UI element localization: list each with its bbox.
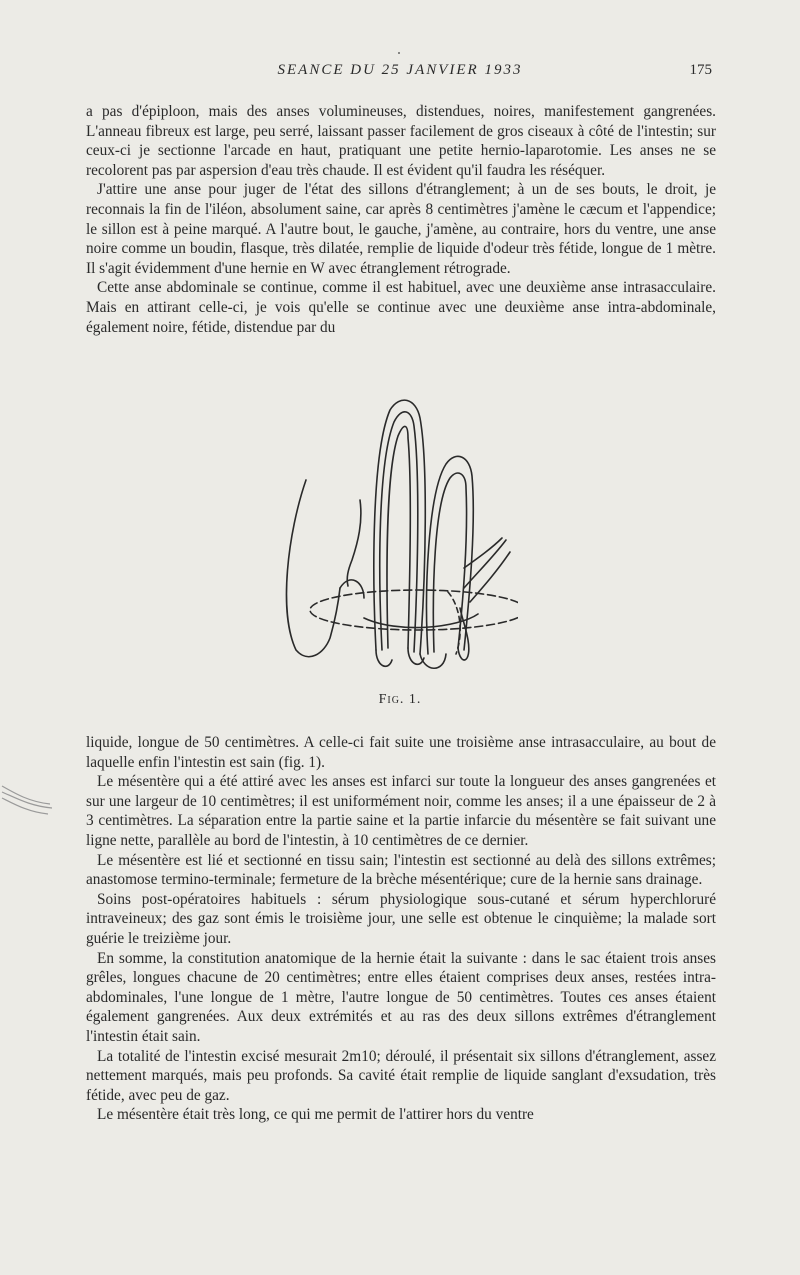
lower-loop-1 bbox=[376, 650, 392, 666]
page-header bbox=[0, 62, 800, 82]
caption-number: 1. bbox=[408, 692, 422, 707]
paragraph: Soins post-opératoires habituels : sérum physiologique sous-cutané et sérum hyperchloruré intraveineux; des gaz sont émis le troisième jour, une selle est obtenue le cinquième; la malade sort guérie le treizième jour. bbox=[86, 890, 716, 947]
page-number: 175 bbox=[689, 62, 712, 78]
hernia-loop-figure bbox=[268, 392, 518, 682]
caption-prefix: Fig. bbox=[378, 692, 405, 707]
paragraph: J'attire une anse pour juger de l'état des sillons d'étranglement; à un de ses bouts, le droit, je reconnais la fin de l'iléon, absolument saine, car après 8 centimètres j'amène le cæcum et l'appendice; le sillon est à peine marqué. A l'autre bout, le gauche, j'amène, au contraire, hors du ventre, une anse noire comme un boudin, flasque, très dilatée, remplie de liquide d'odeur très fétide, longue de 1 mètre. Il s'agit évidemment d'une hernie en W avec étranglement rétrograde. bbox=[86, 181, 716, 277]
paragraph: La totalité de l'intestin excisé mesurait 2m10; déroulé, il présentait six sillons d'étranglement, assez nettement marqués, mais peu profonds. Sa cavité était remplie de liquide sanglant d'exsudation, très fétide, avec peu de gaz. bbox=[86, 1047, 716, 1104]
cecum-outline bbox=[287, 480, 340, 657]
running-head: SEANCE DU 25 JANVIER 1933 bbox=[277, 62, 523, 78]
tall-loop-mid bbox=[380, 412, 418, 652]
figure-caption bbox=[0, 692, 800, 708]
text-block-top bbox=[86, 102, 716, 337]
hernia-ring bbox=[310, 590, 518, 630]
print-speck bbox=[398, 52, 400, 54]
tall-loop-inner bbox=[387, 426, 410, 648]
paragraph: liquide, longue de 50 centimètres. A celle-ci fait suite une troisième anse intrasacculaire, au bout de laquelle enfin l'intestin est sain (fig. 1). bbox=[86, 734, 716, 771]
paragraph: a pas d'épiploon, mais des anses volumineuses, distendues, noires, manifestement gangrenées. L'anneau fibreux est large, peu serré, laissant passer facilement de gros ciseaux à côté de l'intestin; sur ceux-ci je sectionne l'arcade en haut, pratiquant une petite hernio-laparotomie. Les anses ne se recolorent pas par aspersion d'eau très chaude. Il est évident qu'il faudra les réséquer. bbox=[86, 103, 716, 179]
paragraph: Le mésentère qui a été attiré avec les anses est infarci sur toute la longueur des anses gangrenées et sur une largeur de 10 centimètres; il est uniformément noir, comme les anses; il a une épaisseur de 2 à 3 centimètres. La séparation entre la partie saine et la partie infarcie du mésentère se fait suivant une ligne nette, parallèle au bord de l'intestin, à 10 centimètres de ce dernier. bbox=[86, 773, 716, 849]
text-block-bottom bbox=[86, 733, 716, 1125]
second-loop-inner bbox=[433, 473, 466, 652]
lower-loop-2 bbox=[408, 648, 424, 664]
paragraph: Cette anse abdominale se continue, comme il est habituel, avec une deuxième anse intrasacculaire. Mais en attirant celle-ci, je vois qu'elle se continue avec une deuxième anse intra-abdominale, également noire, fétide, distendue par du bbox=[86, 279, 716, 336]
paragraph: Le mésentère était très long, ce qui me permit de l'attirer hors du ventre bbox=[97, 1106, 534, 1124]
paragraph: Le mésentère est lié et sectionné en tissu sain; l'intestin est sectionné au delà des sillons extrêmes; anastomose termino-terminale; fermeture de la brèche mésentérique; cure de la hernie sans drainage. bbox=[86, 851, 716, 889]
lower-loop-3 bbox=[420, 654, 446, 668]
paragraph: En somme, la constitution anatomique de la hernie était la suivante : dans le sac étaient trois anses grêles, longues chacune de 20 centimètres; entre elles étaient comprises deux anses, restées intra-abdominales, l'une longue de 1 mètre, l'autre longue de 50 centimètres. Toutes ces anses étaient également gangrenées. Aux deux extrémités et au ras des deux sillons extrêmes d'étranglement l'intestin était sain. bbox=[86, 949, 716, 1045]
margin-scratch-mark bbox=[0, 780, 56, 824]
appendix bbox=[347, 500, 361, 586]
